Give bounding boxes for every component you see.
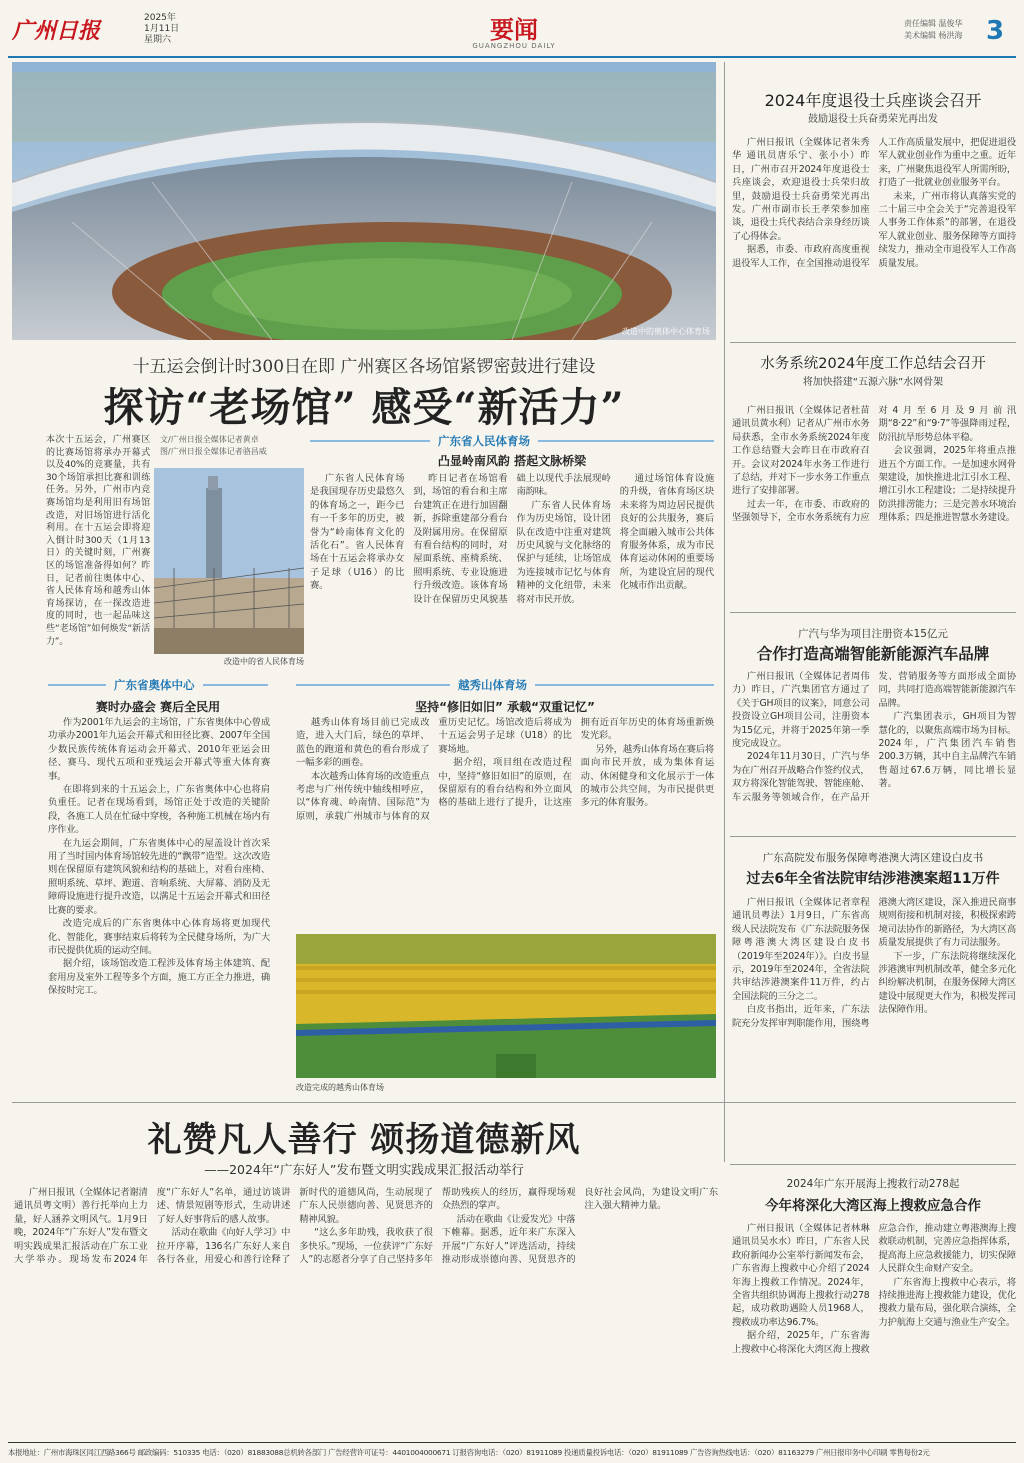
rescue-title: 今年将深化大湾区海上搜救应急合作 <box>765 1198 981 1214</box>
issue-year: 2025年 <box>144 13 176 23</box>
veterans-title: 2024年度退役士兵座谈会召开 <box>764 91 982 110</box>
rescue-kicker: 2024年广东开展海上搜救行动278起 <box>786 1178 960 1190</box>
feature-lead: 本次十五运会，广州赛区的比赛场馆将承办开幕式以及40%的竞赛量，共有30个场馆承担比赛和训练任务。另外，广州市内竞赛场馆均是利用旧有场馆改造，对旧场馆进行活化利用。在十五运会即将迎入倒计时300天（1月13日）的关键时刻，广州赛区的场馆准备得如何？昨日，记者前往奥体中心、省人民体育场和越秀山体育场探访，在一探改造进度的同时，也一起品味这些“老场馆”如何焕发“新活力”。 <box>46 435 150 647</box>
section1-title: 凸显岭南风韵 搭起文脉桥梁 <box>437 454 587 468</box>
provincial-stadium-caption: 改造中的省人民体育场 <box>224 657 304 666</box>
section2-body: 作为2001年九运会的主场馆，广东省奥体中心曾成功承办2001年九运会开幕式和田径比赛、2007年全国少数民族传统体育运动会开幕式、2010年亚运会田径、赛马、现代五项和亚残运会开幕式等重大体育赛事。 在即将到来的十五运会上，广东省奥体中心也将肩负重任。记者在现场看到，场馆正处于改造的关键阶段，各施工人员在忙碌中穿梭，各种施工机械在场内有序作业。 在九运会期间，广东省奥体中心的屋盖设计首次采用了当时国内体育场馆较先进的“飘带”造型。这次改造则在保留原有建筑风貌和结构的基础上，对看台座椅、照明系统、草坪、跑道、音响系统、大屏幕、消防及无障碍设施进行提升改造，以满足十五运会开幕式和田径比赛的要求。 改造完成后的广东省奥体中心体育场将更加现代化、智能化，赛事结束后将转为全民健身场所，为广大市民提供优质的运动空间。 据介绍，该场馆改造工程涉及体育场主体建筑、配套用房及室外工程等多个方面，施工方正全力推进，确保按时完工。 <box>48 717 270 997</box>
section-title: 要闻 <box>490 15 538 44</box>
water-subtitle: 将加快搭建“五源六脉”水网骨架 <box>802 377 944 388</box>
stadium-photo <box>12 62 716 340</box>
feature-kicker: 十五运会倒计时300日在即 广州赛区各场馆紧锣密鼓进行建设 <box>132 357 596 377</box>
designer-credit: 美术编辑 杨洪海 <box>904 31 963 40</box>
huawei-kicker: 广汽与华为项目注册资本15亿元 <box>798 628 948 640</box>
water-body: 广州日报讯（全媒体记者杜苗 通讯员黄水利）记者从广州市水务局获悉，全市水务系统2024年度工作总结暨大会昨日在市政府召开。会议对2024年水务工作进行了总结，并对下一步水务工作重点进行了安排部署。 过去一年，在市委、市政府的坚强领导下，全市水务系统有力应对4月至6月及9月前汛期“8·22”和“9·7”等强降雨过程，防汛抗旱形势总体平稳。 会议强调，2025年将重点推进五个方面工作。一是加速水网骨架建设，加快推进北江引水工程、增江引水工程建设；二是持续提升防洪排涝能力；三是完善水环境治理体系；四是推进智慧水务建设。 <box>732 405 1016 524</box>
provincial-stadium-photo <box>154 468 304 654</box>
section1-body: 广东省人民体育场是我国现存历史最悠久的体育场之一，距今已有一千多年的历史，被誉为“岭南体育文化的活化石”。省人民体育场在十五运会将承办女子足球（U16）的比赛。 昨日记者在场馆看到，场馆的看台和主席台建筑正在进行加固翻新，拆除重建部分看台及附属用房。在保留原有看台结构的同时，对屋面系统、座椅系统、照明系统、专业设施进行升级改造。该体育场设计在保留历史风貌基础上以现代手法展现岭南韵味。 广东省人民体育场作为历史场馆，设计团队在改造中注重对建筑历史风貌与文化脉络的保护与延续，让场馆成为连接城市记忆与体育精神的文化纽带，未来将对市民开放。 通过场馆体育设施的升级，省体育场区块未来将为周边居民提供良好的公共服务，赛后将全面融入城市公共体育服务体系，成为市民体育运动休闲的重要场所，为建设宜居的现代化城市作出贡献。 <box>310 473 714 605</box>
rescue-body: 广州日报讯（全媒体记者林琳 通讯员吴水水）昨日，广东省人民政府新闻办公室举行新闻发布会，广东省海上搜救中心介绍了2024年海上搜救工作情况。2024年，全省共组织协调海上搜救行动278起，成功救助遇险人员1968人，搜救成功率达96.7%。 据介绍，2025年，广东省海上搜救中心将深化大湾区海上搜救应急合作，推动建立粤港澳海上搜救联动机制，完善应急指挥体系，提高海上应急救援能力，切实保障人民群众生命财产安全。 广东省海上搜救中心表示，将持续推进海上搜救能力建设，优化搜救力量布局，强化联合演练，全力护航海上交通与渔业生产安全。 <box>732 1223 1016 1355</box>
header-rule <box>8 56 1016 58</box>
veterans-body: 广州日报讯（全媒体记者朱秀华 通讯员唐乐宁、张小小）昨日，广州市召开2024年度退役士兵座谈会，欢迎退役士兵荣归故里，鼓励退役士兵奋勇荣光再出发。广州市副市长王孝荣参加座谈，退役士兵代表结合亲身经历谈了心得体会。 据悉，市委、市政府高度重视退役军人工作，在全国推动退役军人工作高质量发展中，把促进退役军人就业创业作为重中之重。近年来，广州聚焦退役军人所需所盼，打造了一批就业创业服务平台。 未来，广州市将认真落实党的二十届三中全会关于“完善退役军人事务工作体系”的部署，在退役军人就业创业、服务保障等方面持续发力，推动全市退役军人工作高质量发展。 <box>732 137 1016 269</box>
issue-date: 1月11日 <box>144 24 180 34</box>
yuexiu-stadium-photo <box>296 934 716 1078</box>
logo: 广州日报 <box>12 18 101 44</box>
section3-label: 越秀山体育场 <box>450 677 535 693</box>
water-title: 水务系统2024年度工作总结会召开 <box>760 356 986 372</box>
section2-label: 广东省奥体中心 <box>106 677 203 693</box>
huawei-body: 广州日报讯（全媒体记者周伟力）昨日，广汽集团官方通过了《关于GH项目的议案》，同意公司投资设立GH项目公司，注册资本为15亿元，并将于2025年第一季度完成设立。 2024年11月30日，广汽与华为在广州召开战略合作签约仪式，双方将深化智能驾驶、智能座舱、车云服务等领域合作，在产品开发、营销服务等方面形成全面协同，共同打造高端智能新能源汽车品牌。 广汽集团表示，GH项目为智慧化的，以聚焦高端市场为目标。2024年，广汽集团汽车销售200.3万辆，其中自主品牌汽车销售超过67.6万辆，同比增长显著。 <box>732 671 1016 803</box>
goodpeople-subtitle: ——2024年“广东好人”发布暨文明实践成果汇报活动举行 <box>204 1162 524 1177</box>
section3-body: 越秀山体育场目前已完成改造，进入大门后，绿色的草坪、蓝色的跑道和黄色的看台形成了一幅多彩的画卷。 本次越秀山体育场的改造重点考虑与广州传统中轴线相呼应，以“体育魂、岭南情、国际范”为原则，承载广州城市与体育的双重历史记忆。场馆改造后将成为十五运会男子足球（U18）的比赛场地。 据介绍，项目组在改造过程中，坚持“修旧如旧”的原则，在保留原有的看台结构和外立面风格的基础上进行了提升，让这座拥有近百年历史的体育场重新焕发光彩。 另外，越秀山体育场在赛后将面向市民开放，成为集体育运动、休闲健身和文化展示于一体的城市公共空间，为市民提供更多元的体育服务。 <box>296 717 714 822</box>
court-body: 广州日报讯（全媒体记者章程 通讯员粤法）1月9日，广东省高级人民法院发布《广东法院服务保障粤港澳大湾区建设白皮书（2019年至2024年）》。白皮书显示，2019年至2024年，全省法院共审结涉港澳案件11万件，约占全国法院的三分之二。 白皮书指出，近年来，广东法院充分发挥审判职能作用，围绕粤港澳大湾区建设，深入推进民商事规则衔接和机制对接，积极探索跨境司法协作的新路径，为大湾区高质量发展提供了有力司法服务。 下一步，广东法院将继续深化涉港澳审判机制改革，健全多元化纠纷解决机制，在服务保障大湾区建设中展现更大作为，积极发挥司法保障作用。 <box>732 897 1016 1029</box>
page-number: 3 <box>986 16 1005 46</box>
issue-weekday: 星期六 <box>144 35 172 45</box>
court-title: 过去6年全省法院审结涉港澳案超11万件 <box>746 871 1000 887</box>
stadium-photo-caption: 改造中的奥体中心体育场 <box>622 327 710 336</box>
section3-title: 坚持“修旧如旧” 承载“双重记忆” <box>415 700 595 714</box>
editor-credit: 责任编辑 温俊华 <box>904 19 963 28</box>
huawei-title: 合作打造高端智能新能源汽车品牌 <box>756 645 990 663</box>
court-kicker: 广东高院发布服务保障粤港澳大湾区建设白皮书 <box>762 852 984 864</box>
feature-byline: 文/广州日报全媒体记者黄卓 图/广州日报全媒体记者骆昌威 <box>160 435 267 456</box>
section-en: GUANGZHOU DAILY <box>472 42 556 50</box>
yuexiu-stadium-caption: 改造完成的越秀山体育场 <box>296 1083 384 1092</box>
goodpeople-body: 广州日报讯（全媒体记者谢清 通讯员粤文明）善行托举向上力量，好人涵养文明风气。1月9日晚，2024年“广东好人”发布暨文明实践成果汇报活动在广东工业大学举办。现场发布2024年度“广东好人”名单，通过访谈讲述、情景短剧等形式，生动讲述了好人好事背后的感人故事。 活动在歌曲《向好人学习》中拉开序幕，136名广东好人来自各行各业，用爱心和善行诠释了新时代的道德风尚，生动展现了广东人民崇德向善、见贤思齐的精神风貌。 “这么多年助残，我收获了很多快乐。”现场，一位获评“广东好人”的志愿者分享了自己坚持多年帮助残疾人的经历，赢得现场观众热烈的掌声。 活动在歌曲《让爱发光》中落下帷幕。据悉，近年来广东深入开展“广东好人”评选活动，持续推动形成崇德向善、见贤思齐的良好社会风尚，为建设文明广东注入强大精神力量。 <box>14 1187 718 1266</box>
section2-title: 赛时办盛会 赛后全民用 <box>95 700 221 714</box>
goodpeople-headline: 礼赞凡人善行 颂扬道德新风 <box>147 1120 581 1160</box>
footer-info: 本报地址：广州市海珠区同江西路366号 邮政编码：510335 电话：（020）81883088总机转各部门 广告经营许可证号：4401004000671 订报咨询电话：（020）81911089 投递质量投诉电话：（020）81911089 广告咨询热线电话：（020）81163279 广州日报印务中心印刷 零售每份2元 <box>8 1448 930 1457</box>
veterans-subtitle: 鼓励退役士兵奋勇荣光再出发 <box>808 114 938 125</box>
masthead <box>8 6 1018 56</box>
feature-headline: 探访“老场馆” 感受“新活力” <box>103 384 625 431</box>
section1-label: 广东省人民体育场 <box>430 433 538 449</box>
